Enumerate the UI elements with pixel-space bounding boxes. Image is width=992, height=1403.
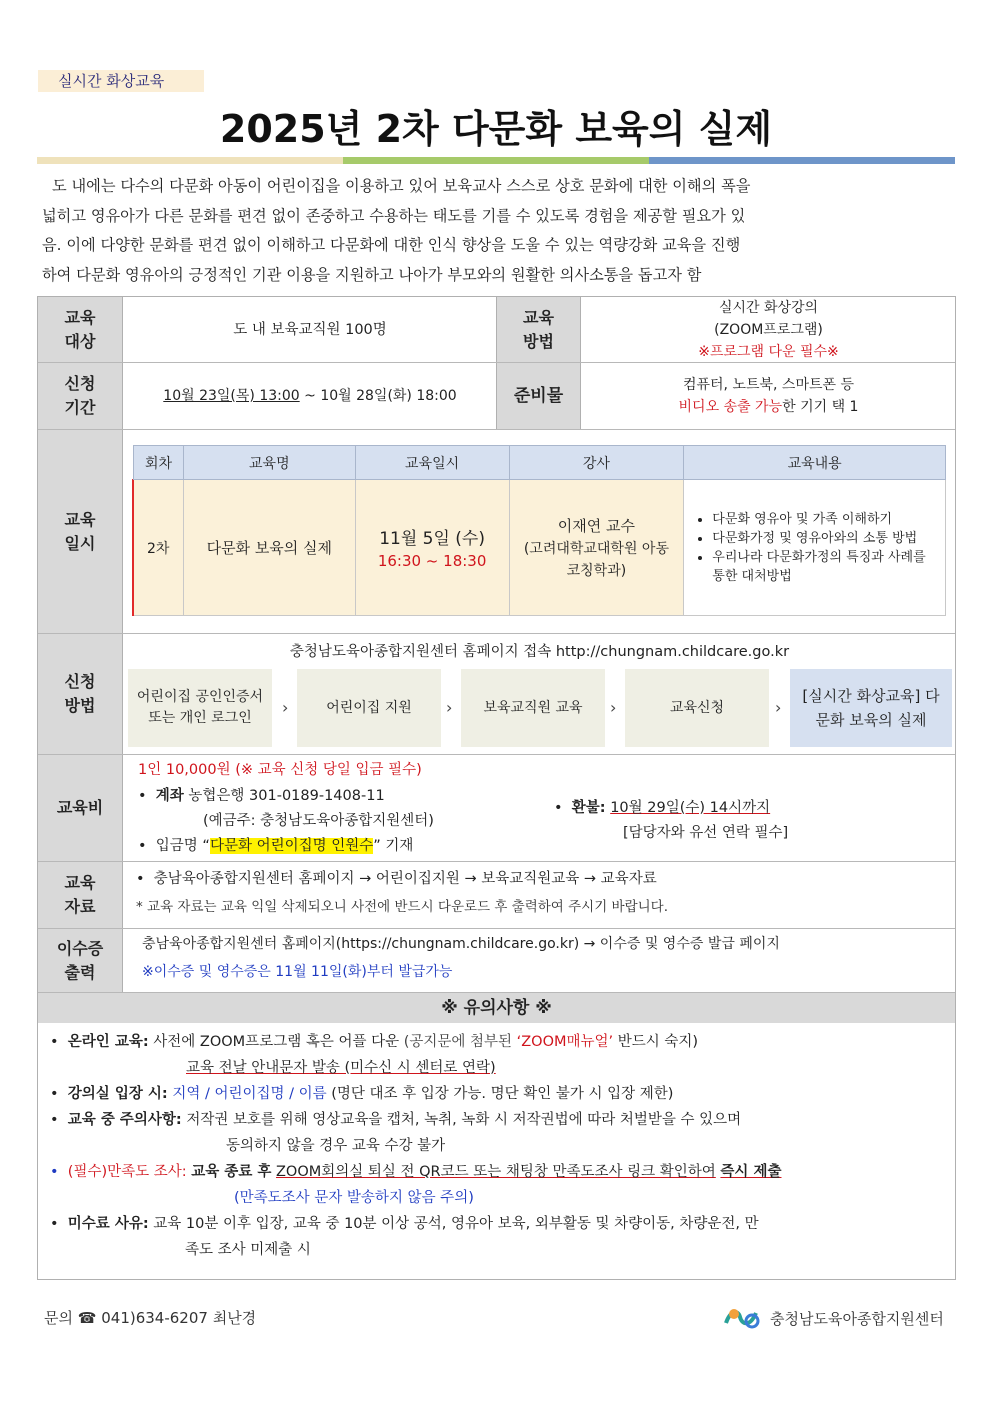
notice-fail: • 미수료 사유: 교육 10분 이후 입장, 교육 중 10분 이상 공석, 영유아 보육, 외부활동 및 차량이동, 차량운전, 만: [50, 1216, 759, 1232]
survey-a: 교육 종료 후: [191, 1164, 272, 1180]
period-end: 10월 28일(화) 18:00: [320, 388, 457, 404]
certificate-note: ※이수증 및 영수증은 11월 11일(화)부터 발급가능: [142, 964, 453, 980]
period-sep: ~: [299, 388, 321, 404]
material-path: • 충남육아종합지원센터 홈페이지 → 어린이집지원 → 보육교직원교육 → 교육자료: [136, 871, 657, 887]
online-paren-end: 반드시 숙지): [617, 1034, 699, 1050]
org-logo-icon: [722, 1305, 764, 1331]
title-rule: [37, 157, 955, 164]
room-rest: (명단 대조 후 입장 가능. 명단 확인 불가 시 입장 제한): [331, 1086, 674, 1102]
intro-line: 도 내에는 다수의 다문화 아동이 어린이집을 이용하고 있어 보육교사 스스로 상호 문화에 대한 이해의 폭을: [52, 177, 751, 195]
label-method: 교육 방법: [496, 297, 581, 362]
account-label: 계좌: [155, 788, 184, 804]
col-instructor: 강사: [509, 446, 684, 480]
table-row: [134, 480, 946, 616]
label-apply: 신청 방법: [38, 634, 123, 754]
survey-label: (필수)만족도 조사:: [67, 1164, 187, 1180]
rule-segment-3: [649, 157, 955, 164]
method-line1: 실시간 화상강의: [718, 299, 819, 316]
contact: [44, 1307, 256, 1328]
step-daycare-support: 어린이집 지원: [297, 669, 441, 747]
method-line2: (ZOOM프로그램): [714, 321, 823, 338]
row-certificate: [38, 929, 955, 993]
list-item: • 다문화 영유아 및 가족 이해하기: [712, 510, 935, 529]
notice-online-2: [186, 1055, 496, 1081]
label-period: 신청 기간: [38, 363, 123, 429]
col-date: 교육일시: [355, 446, 509, 480]
notice-section: [38, 993, 955, 1279]
notice-room: • 강의실 입장 시: 지역 / 어린이집명 / 이름 (명단 대조 후 입장 가능. 명단 확인 불가 시 입장 제한): [50, 1086, 674, 1102]
account-number: 농협은행 301-0189-1408-11: [188, 788, 385, 804]
row-fee: [38, 755, 955, 862]
label-schedule: 교육 일시: [38, 430, 123, 633]
intro-line: 하여 다문화 영유아의 긍정적인 기관 이용을 지원하고 나아가 부모와의 원활한 의사소통을 돕고자 함: [42, 265, 702, 284]
survey-b: ZOOM회의실 퇴실 전 QR코드 또는 채팅창 만족도조사 링크 확인하여: [276, 1164, 716, 1180]
room-label: 강의실 입장 시:: [67, 1086, 168, 1102]
cell-instructor: [509, 480, 684, 616]
caution-text: 저작권 보호를 위해 영상교육을 캡처, 녹취, 녹화 시 저작권법에 따라 처벌받을 수 있으며: [186, 1112, 742, 1128]
depositor-post: ” 기재: [373, 838, 414, 854]
list-item: • 우리나라 다문화가정의 특징과 사례를 통한 대처방법: [712, 548, 935, 586]
intro-line: 넓히고 영유아가 다른 문화를 편견 없이 존중하고 수용하는 태도를 기를 수 있도록 경험을 제공할 필요가 있: [42, 206, 746, 225]
label-prep: 준비물: [496, 363, 581, 429]
online-paren: (공지문에 첨부된: [403, 1034, 513, 1050]
org-name: 충청남도육아종합지원센터: [770, 1309, 944, 1328]
list-item: • 다문화가정 및 영유아와의 소통 방법: [712, 529, 935, 548]
row-material: [38, 862, 955, 929]
row-apply: [38, 634, 955, 755]
cell-contents: [684, 480, 946, 616]
rule-segment-1: [37, 157, 343, 164]
step-staff-education: 보육교직원 교육: [461, 669, 605, 747]
step-login: 어린이집 공인인증서 또는 개인 로그인: [128, 669, 272, 747]
cell-date-day: 11월 5일 (수): [379, 528, 485, 549]
fee-account: • 계좌 농협은행 301-0189-1408-11: [138, 788, 385, 804]
col-contents: 교육내용: [684, 446, 946, 480]
label-material: 교육 자료: [38, 862, 123, 928]
rule-segment-2: [343, 157, 649, 164]
step-arrow: ›: [446, 698, 453, 717]
notice-caution: • 교육 중 주의사항: 저작권 보호를 위해 영상교육을 캡처, 녹취, 녹화 시 저작권법에 따라 처벌받을 수 있으며: [50, 1112, 742, 1128]
instructor-name: 이재연 교수: [557, 516, 636, 535]
step-course: [실시간 화상교육] 다문화 보육의 실제: [790, 669, 952, 747]
row-target: [38, 297, 955, 363]
prep-value: [582, 363, 955, 429]
info-table: [37, 296, 956, 1280]
material-note: * 교육 자료는 교육 익일 삭제되오니 사전에 반드시 다운로드 후 출력하여 주시기 바랍니다.: [136, 899, 669, 915]
fee-refund-note: [담당자와 유선 연락 필수]: [623, 825, 789, 841]
step-apply: 교육신청: [625, 669, 769, 747]
apply-site: 충청남도육아종합지원센터 홈페이지 접속 http://chungnam.childcare.go.kr: [289, 644, 790, 660]
row-period: [38, 363, 955, 430]
fee-amount: 1인 10,000원 (※ 교육 신청 당일 입금 필수): [138, 762, 422, 778]
online-label: 온라인 교육:: [67, 1034, 149, 1050]
target-value: 도 내 보육교직원 100명: [233, 321, 387, 338]
depositor-highlight: 다문화 어린이집명 인원수: [209, 838, 374, 854]
step-arrow: ›: [775, 698, 782, 717]
org-logo: [722, 1305, 944, 1331]
method-required: ※프로그램 다운 필수※: [698, 343, 839, 360]
fee-depositor: • 입금명 “다문화 어린이집명 인원수” 기재: [138, 838, 414, 854]
notice-caution-2: 동의하지 않을 경우 교육 수강 불가: [226, 1138, 446, 1154]
fail-label: 미수료 사유:: [67, 1216, 149, 1232]
cell-round: 2차: [134, 480, 184, 616]
apply-steps: [124, 669, 955, 747]
col-round: 회차: [134, 446, 184, 480]
cell-date: [355, 480, 509, 616]
prep-highlight: 비디오 송출 가능: [678, 399, 783, 415]
notice-title: ※ 유의사항 ※: [38, 993, 955, 1023]
label-fee: 교육비: [38, 755, 123, 861]
prep-line2: [679, 396, 859, 418]
prep-line1: 컴퓨터, 노트북, 스마트폰 등: [682, 377, 854, 393]
step-arrow: ›: [610, 698, 617, 717]
col-name: 교육명: [183, 446, 355, 480]
zoom-manual: ‘ZOOM매뉴얼’: [516, 1034, 614, 1050]
prep-line2-rest: 한 기기 택 1: [782, 399, 859, 415]
phone-icon: ☎: [77, 1309, 97, 1327]
contact-label: 문의: [44, 1309, 73, 1327]
label-certificate: 이수증 출력: [38, 929, 123, 992]
notice-fail-2: 족도 조사 미제출 시: [185, 1242, 311, 1258]
material-path-text: 충남육아종합지원센터 홈페이지 → 어린이집지원 → 보육교직원교육 → 교육자료: [153, 871, 657, 887]
instructor-affiliation: (고려대학교대학원 아동코칭학과): [523, 540, 669, 579]
row-schedule: [38, 430, 955, 634]
step-arrow: ›: [282, 698, 289, 717]
survey-c: 즉시 제출: [720, 1164, 782, 1180]
label-target: 교육 대상: [38, 297, 123, 362]
room-format: 지역 / 어린이집명 / 이름: [172, 1086, 327, 1102]
notice-survey: • (필수)만족도 조사: 교육 종료 후 ZOOM회의실 퇴실 전 QR코드 또는 채팅창 만족도조사 링크 확인하여 즉시 제출: [50, 1164, 782, 1180]
refund-label: 환불:: [571, 800, 606, 816]
method-value: [582, 297, 955, 362]
period-value: [124, 363, 496, 429]
caution-label: 교육 중 주의사항:: [67, 1112, 182, 1128]
fee-holder: (예금주: 충청남도육아종합지원센터): [203, 813, 434, 829]
online-sms: 교육 전날 안내문자 발송 (미수신 시 센터로 연락): [186, 1060, 496, 1076]
cell-date-time: 16:30 ~ 18:30: [377, 551, 487, 570]
depositor-pre: 입금명 “: [155, 838, 210, 854]
refund-date: 10월 29일(수) 14시까지: [610, 800, 771, 816]
online-text: 사전에 ZOOM프로그램 혹은 어플 다운: [153, 1034, 400, 1050]
certificate-path: 충남육아종합지원센터 홈페이지(https://chungnam.childcare.go.kr) → 이수증 및 영수증 발급 페이지: [142, 936, 780, 952]
cell-name: 다문화 보육의 실제: [183, 480, 355, 616]
intro-paragraph: [42, 172, 954, 290]
notice-survey-2: (만족도조사 문자 발송하지 않음 주의): [234, 1190, 474, 1206]
fail-text: 교육 10분 이후 입장, 교육 중 10분 이상 공석, 영유아 보육, 외부활동 및 차량이동, 차량운전, 만: [153, 1216, 759, 1232]
notice-online: • 온라인 교육: 사전에 ZOOM프로그램 혹은 어플 다운 (공지문에 첨부된 ‘ZOOM매뉴얼’ 반드시 숙지): [50, 1034, 699, 1050]
fee-refund: • 환불: 10월 29일(수) 14시까지: [554, 800, 771, 816]
category-tag: 실시간 화상교육: [38, 70, 204, 92]
contact-number: 041)634-6207 최난경: [101, 1309, 257, 1327]
contents-list: [684, 506, 945, 590]
intro-line: 음. 이에 다양한 문화를 편견 없이 이해하고 다문화에 대한 인식 향상을 도울 수 있는 역량강화 교육을 진행: [42, 236, 741, 255]
page-title: 2025년 2차 다문화 보육의 실제: [219, 107, 773, 151]
period-start: 10월 23일(목) 13:00: [163, 388, 300, 404]
schedule-table: [133, 445, 946, 616]
